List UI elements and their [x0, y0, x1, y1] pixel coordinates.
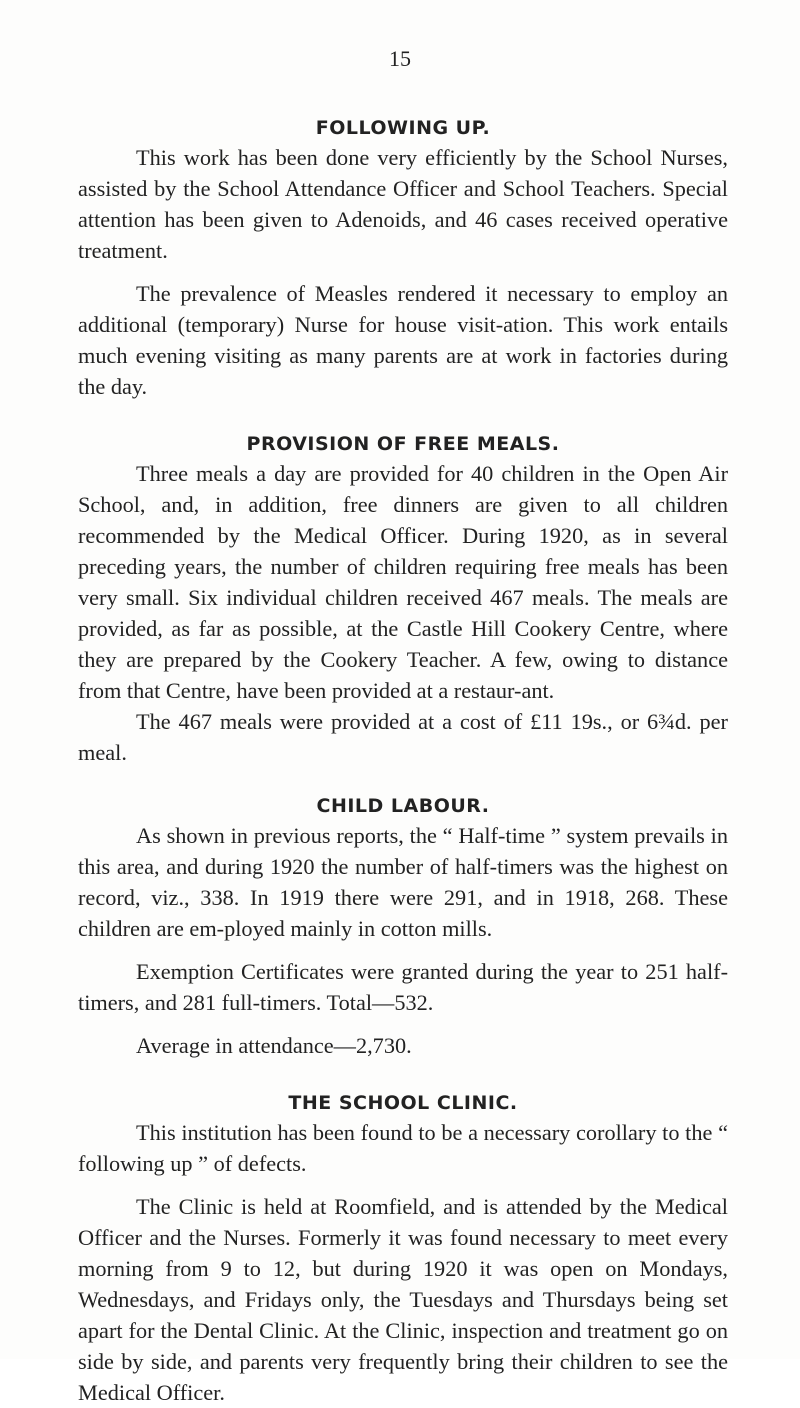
- paragraph: This institution has been found to be a necessary corollary to the “ following up ” of defects.: [78, 1120, 728, 1176]
- section-heading-school-clinic: THE SCHOOL CLINIC.: [288, 1092, 518, 1114]
- paragraph: Exemption Certificates were granted during the year to 251 half-timers, and 281 full-timers. Total—532.: [78, 959, 728, 1015]
- paragraph: Average in attendance—2,730.: [136, 1033, 412, 1058]
- paragraph: The prevalence of Measles rendered it necessary to employ an additional (temporary) Nurse for house visit-ation. This work entails much evening visiting as many parents are at work in factories during the day.: [78, 281, 728, 399]
- section-heading-child-labour: CHILD LABOUR.: [316, 795, 490, 817]
- paragraph: Three meals a day are provided for 40 children in the Open Air School, and, in addition, free dinners are given to all children recommended by the Medical Officer. During 1920, as in several preceding years, the number of children requiring free meals has been very small. Six individual children received 467 meals. The meals are provided, as far as possible, at the Castle Hill Cookery Centre, where they are prepared by the Cookery Teacher. A few, owing to distance from that Centre, have been provided at a restaur-ant.: [78, 461, 728, 703]
- page-body: [78, 114, 728, 1408]
- paragraph: The Clinic is held at Roomfield, and is attended by the Medical Officer and the Nurses. Formerly it was found necessary to meet every morning from 9 to 12, but during 1920 it was open on Mondays, Wednesdays, and Fridays only, the Tuesdays and Thursdays being set apart for the Dental Clinic. At the Clinic, inspection and treatment go on side by side, and parents very frequently bring their children to see the Medical Officer.: [78, 1194, 728, 1405]
- paragraph: As shown in previous reports, the “ Half-time ” system prevails in this area, and during 1920 the number of half-timers was the highest on record, viz., 338. In 1919 there were 291, and in 1918, 268. These children are em-ployed mainly in cotton mills.: [78, 823, 728, 941]
- paragraph: This work has been done very efficiently by the School Nurses, assisted by the School Attendance Officer and School Teachers. Special attention has been given to Adenoids, and 46 cases received operative treatment.: [78, 145, 728, 263]
- page-number: 15: [389, 46, 411, 71]
- paragraph: The 467 meals were provided at a cost of £11 19s., or 6¾d. per meal.: [78, 709, 728, 765]
- section-heading-following-up: FOLLOWING UP.: [315, 117, 491, 139]
- section-heading-free-meals: PROVISION OF FREE MEALS.: [246, 433, 560, 455]
